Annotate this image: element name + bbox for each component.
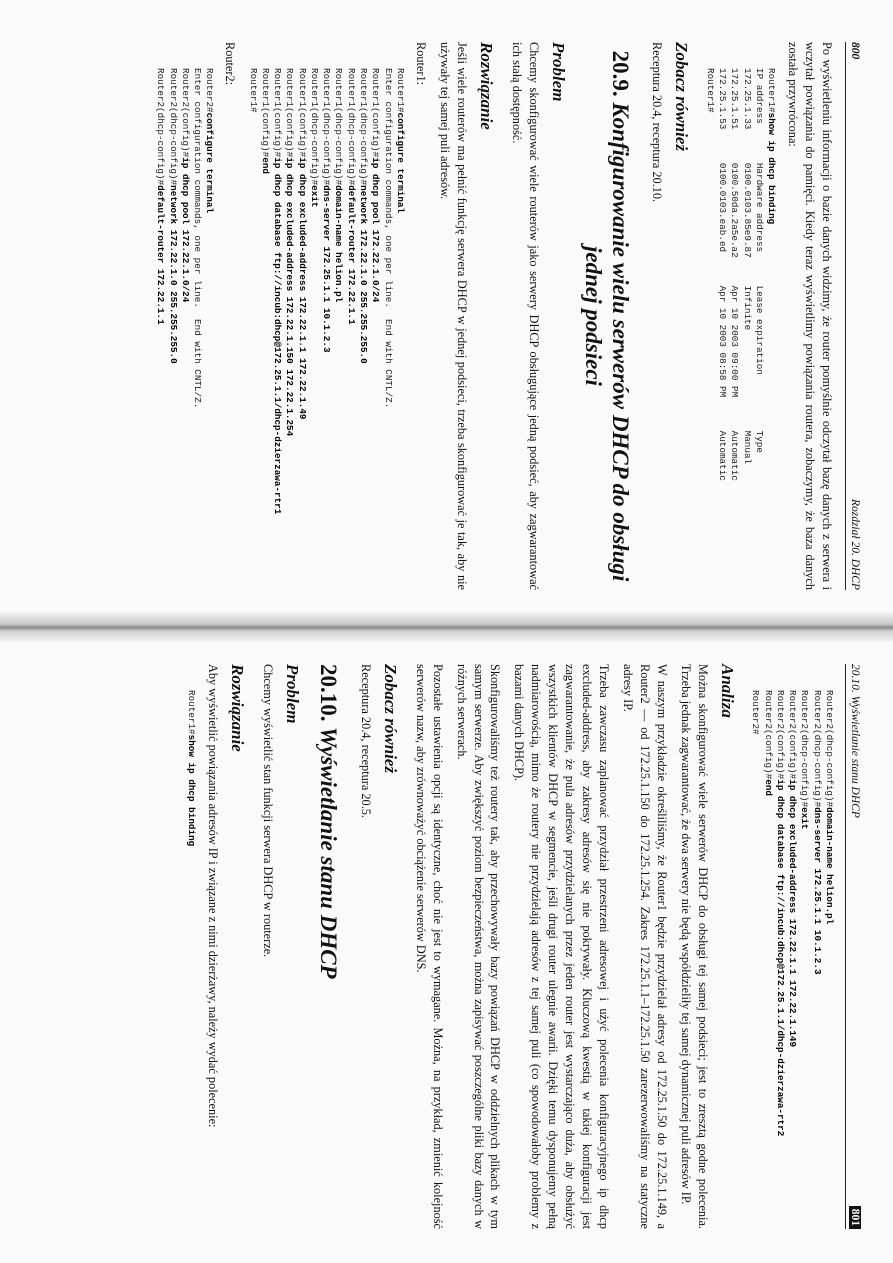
code-line: Router1(dhcp-config)#network 172.22.1.0 255.255.255.0	[358, 68, 370, 364]
running-header	[845, 664, 861, 1229]
analysis-paragraph: Pozostałe ustawienia opcji są identyczne, choć nie jest to wymagane. Można, na przykład, zmienić kolejność serwerów nazw, aby zrównoważyć obciążenie serwerów DNS.	[413, 664, 445, 1229]
recipe-title-text: Konfigurowanie wielu serwerów DHCP do obsługi jednej podsieci	[581, 102, 633, 582]
code-line: Router2#	[750, 690, 762, 735]
code-line: Router2(dhcp-config)#domain-name helion.pl	[824, 690, 835, 925]
code-line: Router1(dhcp-config)#default-router 172.22.1.1	[345, 68, 357, 325]
solution-text: Aby wyświetlić powiązania adresów IP i związane z nimi dzierżawy, należy wydać polecenie:	[206, 664, 221, 1128]
code-line: Router2(dhcp-config)#dns-server 172.25.1.1 10.1.2.3	[811, 690, 823, 975]
recipe-title-text: Wyświetlanie stanu DHCP	[315, 726, 341, 979]
code-line: Router1(dhcp-config)#domain-name helion.pl	[333, 68, 345, 303]
router1-label: Router1:	[413, 42, 428, 86]
code-line: Router1(config)#ip dhcp database ftp://incub:dhcp@172.25.1.1/dhcp-dzierzawa-rtr1	[272, 68, 284, 515]
analysis-heading: Analiza	[718, 664, 738, 718]
code-line: Router2(config)#end	[762, 690, 774, 797]
code-line: Router2(dhcp-config)#exit	[799, 690, 811, 830]
page-number: 800	[849, 42, 861, 60]
see-also-heading: Zobacz również	[672, 42, 692, 152]
see-also-text: Receptura 20.4, receptura 20.5.	[358, 664, 373, 818]
code-line: 172.25.1.53 0100.0103.eab.ed Apr 10 2003 08:58 PM Automatic	[717, 68, 729, 481]
code-line: Router1#	[704, 68, 716, 113]
analysis-paragraph: Skonfigurowaliśmy też routery tak, aby przechowywały bazy powiązań DHCP w oddzielnych plikach w tym samym serwerze. Aby zwiększyć poziom bezpieczeństwa, można zapisywać poszczególne pliki bazy danych w różnych serwerach.	[454, 664, 503, 1229]
code-line: Router1#show ip dhcp binding	[186, 690, 198, 847]
code-line: Router2#configure terminal	[204, 68, 216, 214]
code-line: Router1#configure terminal	[394, 68, 406, 214]
problem-heading: Problem	[548, 42, 568, 102]
solution-text: Jeśli wiele routerów ma pełnić funkcję serwera DHCP w jednej podsieci, trzeba skonfigurować je tak, aby nie używały tej samej puli adresów.	[437, 42, 469, 590]
code-line: Router1#show ip dhcp binding	[766, 68, 778, 225]
solution-heading: Rozwiązanie	[476, 42, 496, 130]
problem-text: Chcemy skonfigurować wiele routerów jako serwery DHCP obsługujące jedną podsieć, aby zagwarantować ich stałą dostępność.	[509, 42, 541, 590]
code-line: Router1(dhcp-config)#dns-server 172.25.1.1 10.1.2.3	[321, 68, 333, 353]
section-title: 20.10. Wyświetlanie stanu DHCP	[849, 664, 861, 818]
left-page	[0, 0, 893, 620]
code-line: Router1(config)#ip dhcp excluded-address 172.22.1.1 172.22.1.49	[296, 68, 308, 420]
code-line: Router2(config)#ip dhcp excluded-address 172.22.1.1 172.22.1.149	[787, 690, 799, 1048]
code-line: Router1#	[247, 68, 259, 113]
code-block	[185, 690, 197, 1229]
code-line: Router1(dhcp-config)#exit	[308, 68, 320, 208]
router2-label: Router2:	[223, 42, 238, 86]
code-line: Router1(config)#end	[259, 68, 271, 175]
chapter-title: Rozdział 20. DHCP	[849, 498, 861, 590]
problem-text: Chcemy wyświetlić stan funkcji serwera DHCP w routerze.	[261, 664, 276, 958]
code-line: IP address Hardware address Lease expiration Type	[753, 68, 765, 453]
recipe-title	[314, 664, 340, 1229]
code-line: 172.25.1.33 0100.0103.85e9.87 Infinite Manual	[741, 68, 753, 465]
intro-paragraph: Po wyświetleniu informacji o bazie danych widzimy, że router pomyślnie odczytał bazę danych z serwera i wczytał powiązania do pamięci. Kiedy teraz wyświetlimy powiązania routera, zobaczymy, że baza danych została przywrócona:	[786, 42, 834, 590]
code-block	[246, 68, 405, 590]
code-line: 172.25.1.51 0100.50da.2a5e.a2 Apr 10 2003 09:00 PM Automatic	[729, 68, 741, 481]
analysis-paragraph: Trzeba zawczasu zaplanować przydział przestrzeni adresowej i użyć polecenia konfiguracyjnego ip dhcp excluded-address, aby zakresy adresów się nie pokrywały. Kluczową kwestią w takiej konfiguracji jest zagwarantowanie, że pula adresów przydzielanych przez jeden router jest wystarczająco duża, aby obsłużyć wszystkich klientów DHCP w segmencie, jeśli drugi router ulegnie awarii. Dzięki temu dysponujemy pełną nadmiarowością, mimo że routery nie przydzielają adresów z tej samej puli (co spowodowałoby problemy z bazami danych DHCP).	[512, 664, 612, 1229]
code-line: Router2(config)#ip dhcp database ftp://incub:dhcp@172.25.1.1/dhcp-dzierzawa-rtr2	[774, 690, 786, 1137]
see-also-text: Receptura 20.4, receptura 20.10.	[650, 42, 665, 203]
right-page	[0, 638, 893, 1263]
code-line: Enter configuration commands, one per line. End with CNTL/Z.	[192, 68, 204, 409]
analysis-paragraph: Można skonfigurować wiele serwerów DHCP do obsługi tej samej podsieci; jest to zresztą godne polecenia. Trzeba jednak zagwarantować, że dwa serwery nie będą współdzieliły tej samej dynamicznej puli adresów IP.	[679, 664, 711, 1229]
code-line: Router2(config)#ip dhcp pool 172.22.1.0/24	[179, 68, 191, 303]
code-line: Router2(dhcp-config)#network 172.22.1.0 255.255.255.0	[167, 68, 179, 364]
code-block	[154, 68, 215, 590]
code-line: Router1(config)#ip dhcp excluded-address 172.22.1.150 172.22.1.254	[284, 68, 296, 437]
analysis-paragraph: W naszym przykładzie określiliśmy, że Router1 będzie przydzielał adresy od 172.25.1.50 do 172.25.1.149, a Router2 — od 172.25.1.150 do 172.25.1.254. Zakres 172.25.1.1–172.25.1.50 zarezerwowaliśmy na statyczne adresy IP.	[621, 664, 670, 1229]
code-line: Router1(config)#ip dhcp pool 172.22.1.0/24	[370, 68, 382, 303]
problem-heading: Problem	[283, 664, 303, 724]
recipe-number: 20.9.	[607, 50, 633, 97]
recipe-title	[580, 42, 633, 590]
running-header	[845, 42, 861, 590]
code-line: Router2(dhcp-config)#default-router 172.22.1.1	[155, 68, 167, 325]
page-number: 801	[849, 1206, 861, 1229]
see-also-heading: Zobacz również	[380, 664, 400, 774]
recipe-number: 20.10.	[315, 664, 341, 722]
solution-heading: Rozwiązanie	[228, 664, 248, 752]
code-line: Enter configuration commands, one per line. End with CNTL/Z.	[382, 68, 394, 409]
code-block	[749, 690, 835, 1229]
code-block	[704, 68, 778, 590]
